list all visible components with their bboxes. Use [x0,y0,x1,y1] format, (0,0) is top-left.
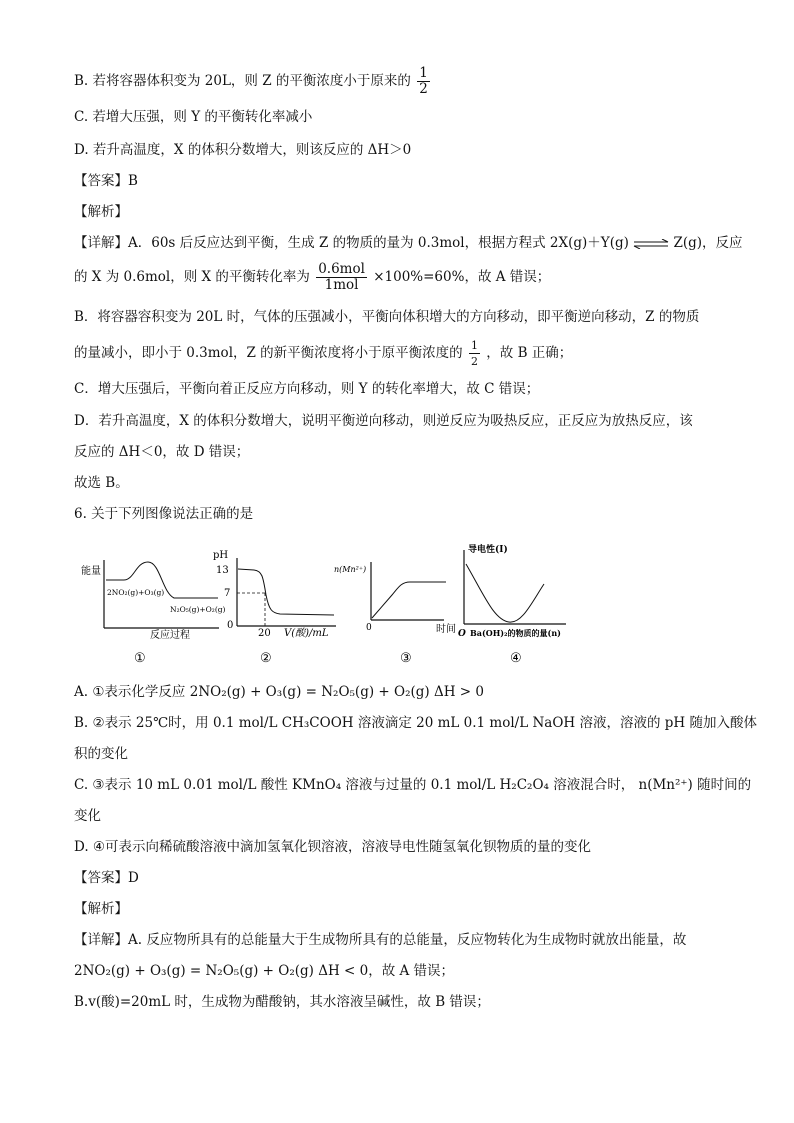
detail-line-3: B．将容器容积变为 20L 时，气体的压强减小，平衡向体积增大的方向移动，即平衡逆向移动，Z 的物质 [74,309,700,325]
fig2-xlabel: V(酸)/mL [284,628,329,639]
answer-label: 【答案】B [74,173,138,189]
question-6: 6. 关于下列图像说法正确的是 [74,506,254,522]
option-c: C. 若增大压强，则 Y 的平衡转化率减小 [74,109,313,125]
fig2-number: ② [260,651,272,666]
fig4-xlabel: Ba(OH)₂的物质的量(n) [470,628,561,638]
fig2-tick-7: 7 [224,588,231,599]
fig2-ylabel: pH [213,550,229,561]
detail-line-1: 【详解】A．60s 后反应达到平衡，生成 Z 的物质的量为 0.3mol，根据方程式 2X(g)＋Y(g) Z(g)，反应 [74,235,743,251]
figure-4-conductivity-curve [458,543,566,666]
figure-1-energy-diagram [81,560,226,666]
detail-line-5: C．增大压强后，平衡向着正反应方向移动，则 Y 的转化率增大，故 C 错误； [74,381,540,397]
detail-line-4: 的量减小，即小于 0.3mol，Z 的新平衡浓度将小于原平衡浓度的 $\frac{1}{2}$ ，故 B 正确； [74,339,573,368]
question-option-b-line-2: 积的变化 [74,746,128,762]
detail-line-2: 的 X 为 0.6mol，则 X 的平衡转化率为 $\frac{\text{0.6mol}}{\text{1mol}}$ ×100%=60%，故 A 错误； [74,261,551,293]
explanation-line-3: B.v(酸)=20mL 时，生成物为醋酸钠，其水溶液呈碱性，故 B 错误； [74,994,490,1010]
fraction-half-small: $\frac{1}{2}$ [470,339,478,368]
option-d: D. 若升高温度，X 的体积分数增大，则该反应的 ΔH＞0 [74,142,412,158]
question-option-b-line-1: B. ②表示 25℃时，用 0.1 mol/L CH₃COOH 溶液滴定 20 mL 0.1 mol/L NaOH 溶液，溶液的 pH 随加入酸体 [74,715,757,731]
analysis-label-2: 【解析】 [74,901,128,917]
question-option-c-line-2: 变化 [74,808,101,824]
question-option-c-line-1: C. ③表示 10 mL 0.01 mol/L 酸性 KMnO₄ 溶液与过量的 0.1 mol/L H₂C₂O₄ 溶液混合时， n(Mn²⁺) 随时间的 [74,777,752,793]
fig3-number: ③ [400,651,412,666]
fig3-xlabel: 时间 [436,624,456,635]
fig4-ylabel: 导电性(I) [468,545,508,555]
figure-3-mn-vs-time [334,562,456,666]
fig3-ylabel: n(Mn²⁺) [334,565,367,574]
fraction-half: $\frac{1}{2}$ [419,65,428,97]
fig1-xlabel: 反应过程 [150,630,190,641]
answer-label-2: 【答案】D [74,870,139,886]
fig2-tick-20: 20 [258,628,271,639]
option-b: B. 若将容器体积变为 20L，则 Z 的平衡浓度小于原来的 $\frac{1}{2}$ [74,65,428,97]
figure-row [74,540,574,670]
conversion-fraction: $\frac{\text{0.6mol}}{\text{1mol}}$ [318,261,365,293]
fig1-label-bottom: N₂O₅(g)+O₂(g) [170,605,226,614]
fig2-origin: 0 [227,620,234,631]
fig1-number: ① [134,651,146,666]
fig2-tick-13: 13 [216,565,229,576]
fig4-origin: O [458,629,466,639]
equilibrium-arrow-icon [633,239,669,249]
detail-line-6: D．若升高温度，X 的体积分数增大，说明平衡逆向移动，则逆反应为吸热反应，正反应为放热反应，该 [74,413,693,429]
question-option-a: A. ①表示化学反应 2NO₂(g) + O₃(g) = N₂O₅(g) + O₂(g) ΔH > 0 [74,684,484,700]
explanation-line-1: 【详解】A. 反应物所具有的总能量大于生成物所具有的总能量，反应物转化为生成物时就放出能量，故 [74,932,687,948]
fig1-label-top: 2NO₂(g)+O₃(g) [107,588,165,597]
detail-line-7: 反应的 ΔH＜0，故 D 错误； [74,444,250,460]
fig3-origin: 0 [366,623,372,633]
detail-line-8: 故选 B。 [74,475,129,491]
fig1-ylabel: 能量 [81,566,101,577]
explanation-line-2: 2NO₂(g) + O₃(g) = N₂O₅(g) + O₂(g) ΔH < 0，故 A 错误； [74,963,455,979]
figure-2-titration-curve [213,550,336,666]
question-option-d: D. ④可表示向稀硫酸溶液中滴加氢氧化钡溶液，溶液导电性随氢氧化钡物质的量的变化 [74,839,592,855]
analysis-label: 【解析】 [74,204,128,220]
fig4-number: ④ [510,651,522,666]
